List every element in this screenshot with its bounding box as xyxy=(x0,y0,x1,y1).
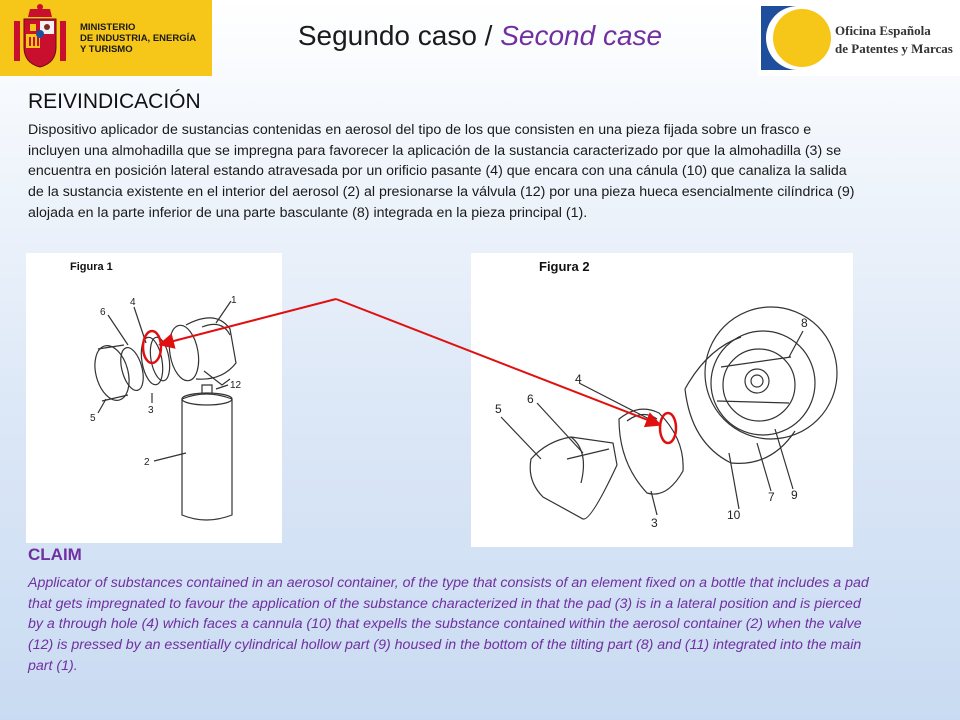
arrow-to-fig2 xyxy=(336,299,658,424)
claim-text-english: Applicator of substances contained in an aerosol container, of the type that consists of an element fixed on a bottle that includes a pad that gets impregnated to favour the application of the substance characterized in that the pad (3) is in a lateral position and is pierced by a through hole (4) which faces a cannula (10) that expells the substance contained within the aerosol container (2) when the valve (12) is pressed by an essentially cylindrical hollow part (9) housed in the bottom of the tilting part (8) and (11) integrated into the main part (1). xyxy=(28,575,869,674)
fig1-label-6: 6 xyxy=(100,307,106,318)
oepm-name-line-2: de Patentes y Marcas xyxy=(835,41,953,56)
claim-heading-spanish: REIVINDICACIÓN xyxy=(28,90,201,113)
fig1-label-4: 4 xyxy=(130,297,136,308)
title-spanish: Segundo caso / xyxy=(297,20,493,51)
figure-1-caption: Figura 1 xyxy=(70,261,113,273)
fig2-label-6: 6 xyxy=(527,392,534,406)
ministry-name-line-3: Y TURISMO xyxy=(80,43,133,55)
figure-2-caption: Figura 2 xyxy=(539,259,590,274)
fig2-label-8: 8 xyxy=(801,316,808,330)
claim-text-spanish: Dispositivo aplicador de sustancias contenidas en aerosol del tipo de los que consisten en una pieza fijada sobre un frasco e incluyen una almohadilla que se impregna para favorecer la aplicación de la sustancia caracterizado por que la almohadilla (3) se encuentra en posición lateral estando atravesada por un orificio pasante (4) que encara con una cánula (10) que canaliza la salida de la sustancia existente en el interior del aerosol (2) al presionarse la válvula (12) por una pieza hueca esencialmente cilíndrica (9) alojada en la parte inferior de una parte basculante (8) integrada en la pieza principal (1). xyxy=(28,122,855,221)
fig1-label-2: 2 xyxy=(144,457,150,468)
fig2-label-9: 9 xyxy=(791,488,798,502)
fig1-label-12: 12 xyxy=(230,380,242,391)
oepm-name-line-1: Oficina Española xyxy=(835,23,931,38)
fig2-label-10: 10 xyxy=(727,508,741,522)
fig2-label-4: 4 xyxy=(575,372,582,386)
fig1-label-3: 3 xyxy=(148,405,154,416)
arrow-to-fig1 xyxy=(162,299,336,344)
fig2-label-5: 5 xyxy=(495,402,502,416)
fig2-highlight-ellipse xyxy=(660,413,676,443)
fig2-label-3: 3 xyxy=(651,516,658,530)
title-english: Second case xyxy=(500,20,663,51)
claim-heading-english: CLAIM xyxy=(28,545,82,564)
ministry-name-line-2: DE INDUSTRIA, ENERGÍA xyxy=(80,32,197,44)
fig2-label-7: 7 xyxy=(768,490,775,504)
fig1-label-1: 1 xyxy=(231,295,237,306)
fig1-highlight-ellipse xyxy=(143,331,161,363)
ministry-name-line-1: MINISTERIO xyxy=(80,21,136,33)
fig1-label-5: 5 xyxy=(90,413,96,424)
